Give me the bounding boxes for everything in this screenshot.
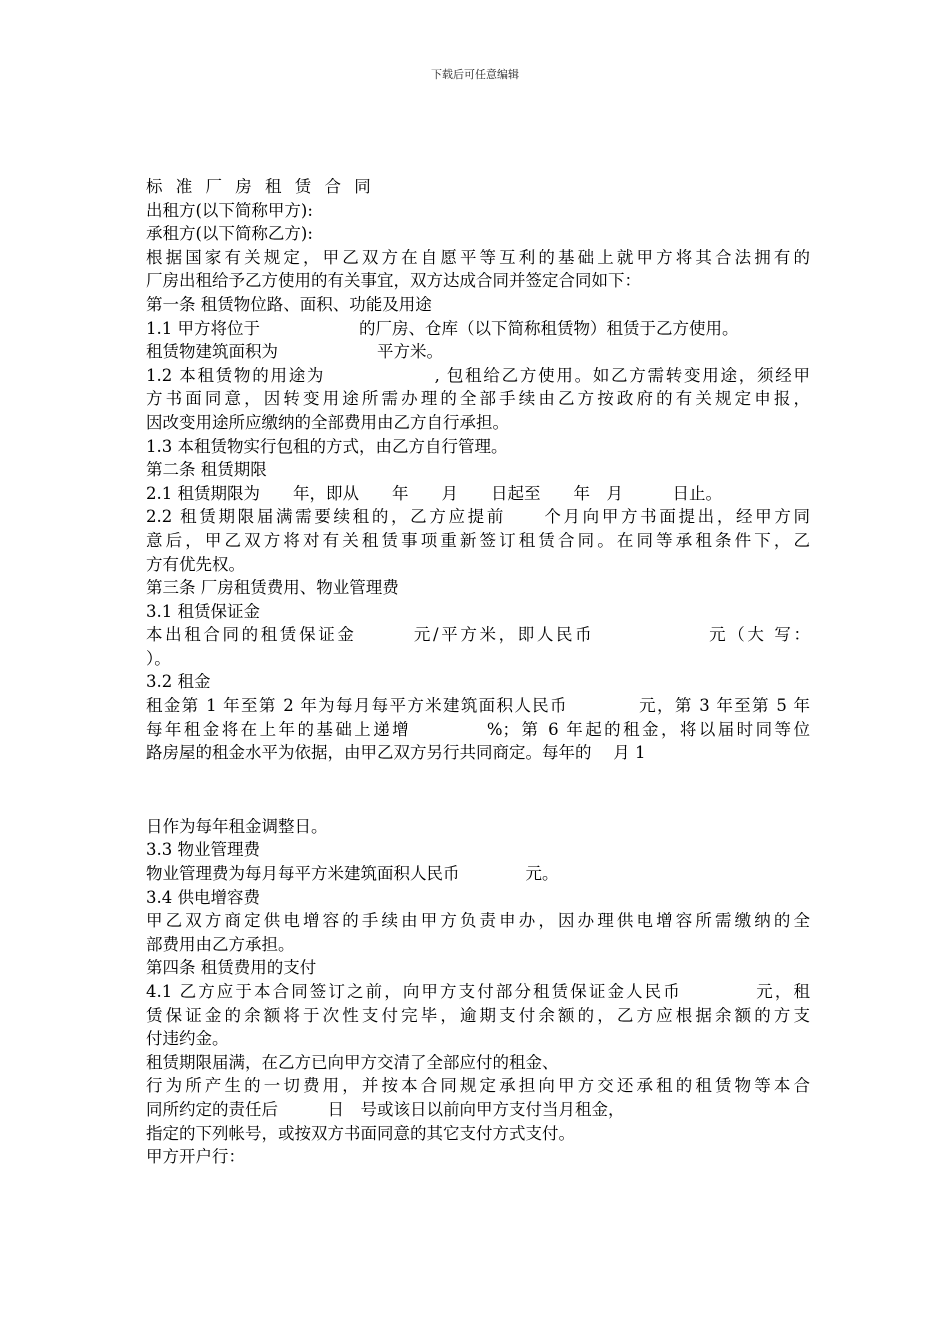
text-line: 2.1 租赁期限为 年，即从 年 月 日起至 年 月 日止。 [146,483,722,503]
text-line: 付违约金。 [146,1029,229,1049]
text-line: 第一条 租赁物位路、面积、功能及用途 [146,294,432,314]
text-line: 赁保证金的余额将于次性支付完毕，逾期支付余额的，乙方应根据余额的方支 [146,1005,810,1025]
text-line: ）。 [146,648,171,668]
text-line: 因改变用途所应缴纳的全部费用由乙方自行承担。 [146,412,509,432]
text-line: 出租方(以下简称甲方): [146,200,313,220]
text-line: 3.3 物业管理费 [146,840,260,860]
text-line: 物业管理费为每月每平方米建筑面积人民币 元。 [146,864,559,884]
text-line: 3.1 租赁保证金 [146,601,260,621]
text-line: 1.1 甲方将位于 的厂房、仓库（以下简称租赁物）租赁于乙方使用。 [146,318,739,338]
text-line: 租金第 1 年至第 2 年为每月每平方米建筑面积人民币 元，第 3 年至第 5 年 [146,696,810,716]
text-line: 每年租金将在上年的基础上递增 %；第 6 年起的租金，将以届时同等位 [146,719,810,739]
text-line: 行为所产生的一切费用，并按本合同规定承担向甲方交还承租的租赁物等本合 [146,1076,810,1096]
text-line: 3.2 租金 [146,672,211,692]
text-line: 日作为每年租金调整日。 [146,816,328,836]
page-header: 下载后可任意编辑 [431,68,519,81]
text-line: 部费用由乙方承担。 [146,934,295,954]
text-line: 指定的下列帐号，或按双方书面同意的其它支付方式支付。 [146,1123,575,1143]
text-line: 1.3 本租赁物实行包租的方式，由乙方自行管理。 [146,436,508,456]
text-line: 3.4 供电增容费 [146,887,260,907]
text-line: 2.2 租赁期限届满需要续租的，乙方应提前 个月向甲方书面提出，经甲方同 [146,507,810,527]
text-line: 4.1 乙方应于本合同签订之前，向甲方支付部分租赁保证金人民币 元，租 [146,982,810,1001]
text-line: 第二条 租赁期限 [146,460,267,480]
text-line: 意后，甲乙双方将对有关租赁事项重新签订租赁合同。在同等承租条件下，乙 [146,530,810,550]
text-line: 承租方(以下简称乙方): [146,224,313,244]
text-line: 1.2 本租赁物的用途为 , 包租给乙方使用。如乙方需转变用途，须经甲 [146,365,810,385]
text-line: 租赁期限届满，在乙方已向甲方交清了全部应付的租金、 [146,1052,559,1072]
text-line [146,790,810,815]
text-line: 第四条 租赁费用的支付 [146,958,317,978]
text-line: 本出租合同的租赁保证金 元/平方米，即人民币 元（大 写： [146,625,810,645]
text-line [146,765,810,790]
text-line: 厂房出租给予乙方使用的有关事宜，双方达成合同并签定合同如下： [146,271,641,291]
text-line: 甲乙双方商定供电增容的手续由甲方负责申办，因办理供电增容所需缴纳的全 [146,911,810,931]
text-line: 同所约定的责任后 日 号或该日以前向甲方支付当月租金， [146,1099,625,1119]
text-line: 第三条 厂房租赁费用、物业管理费 [146,578,399,598]
text-line: 方有优先权。 [146,554,245,574]
text-line: 路房屋的租金水平为依据，由甲乙双方另行共同商定。每年的 月 1 [146,743,646,763]
text-line: 方书面同意，因转变用途所需办理的全部手续由乙方按政府的有关规定申报， [146,389,810,409]
text-line: 根据国家有关规定，甲乙双方在自愿平等互利的基础上就甲方将其合法拥有的 [146,247,810,267]
document-title: 标 准 厂 房 租 赁 合 同 [146,177,375,196]
text-line: 甲方开户行： [146,1147,245,1167]
text-line: 租赁物建筑面积为 平方米。 [146,342,443,362]
contract-body [146,175,810,1169]
